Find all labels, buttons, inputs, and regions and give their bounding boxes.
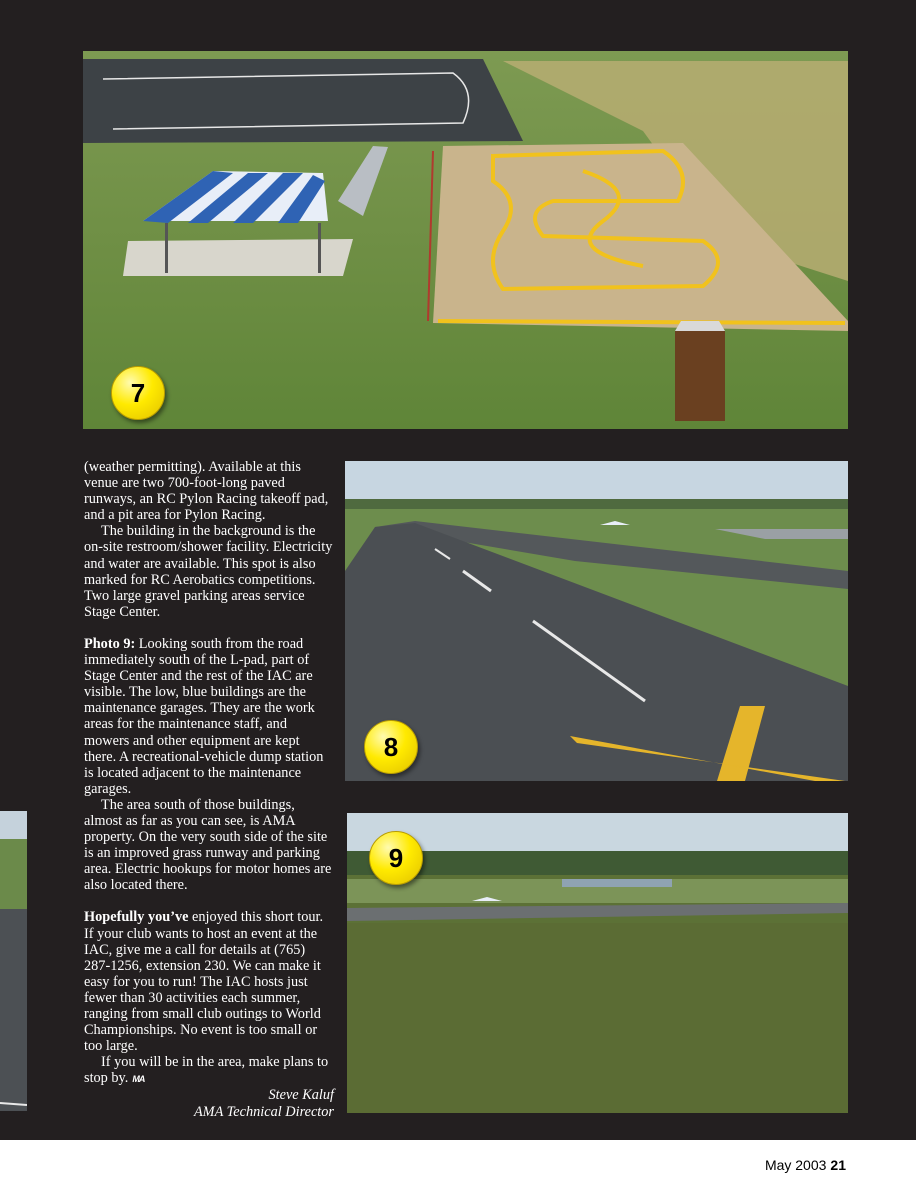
ma-end-mark-logo: MA — [132, 1074, 145, 1085]
article-paragraph: (weather permitting). Available at this venue are two 700-foot-long paved runways, an RC Pylon Racing takeoff pad, and a pit area for Pylon Racing. — [84, 459, 329, 524]
photo-7-racing-track — [83, 51, 848, 429]
article-paragraph-photo9 — [84, 636, 334, 797]
article-text-column — [84, 459, 334, 1120]
page-folio — [765, 1157, 846, 1173]
closing-lead: Hopefully you’ve — [84, 909, 189, 926]
article-paragraph: The building in the background is the on-site restroom/shower facility. Electricity and water are available. This spot is also marked for RC Aerobatics competitions. Two large gravel parking areas service Stage Center. — [84, 523, 333, 620]
author-title: AMA Technical Director — [193, 1103, 334, 1120]
article-paragraph-body: If you will be in the area, make plans to stop by. — [84, 1054, 329, 1087]
article-paragraph-body: Looking south from the road immediately south of the L-pad, part of Stage Center and the rest of the IAC are visible. The low, blue buildings are the maintenance garages. They are the work areas for the maintenance staff, and mowers and other equipment are kept there. A recreational-vehicle dump station is located adjacent to the maintenance garages. — [84, 635, 324, 797]
article-paragraph-final — [84, 1054, 334, 1087]
photo-9-number-badge: 9 — [369, 831, 423, 885]
folio-issue: May 2003 — [764, 1157, 827, 1173]
author-name: Steve Kaluf — [268, 1087, 334, 1104]
photo-caption-lead: Photo 9: — [84, 635, 136, 652]
folio-page-number: 21 — [830, 1157, 846, 1173]
photo-8-runway — [345, 461, 848, 781]
photo-8-number-badge: 8 — [364, 720, 418, 774]
photo-7-number-badge: 7 — [111, 366, 165, 420]
article-paragraph-closing — [84, 909, 334, 1054]
article-paragraph-body: enjoyed this short tour. If your club wants to host an event at the IAC, give me a call for details at (765) 287-1256, extension 230. We can make it easy for you to run! The IAC hosts just fewer than 30 activities each summer, ranging from small club outings to World Championships. No event is too small or too large. — [84, 909, 324, 1055]
adjacent-page-photo-edge — [0, 811, 27, 1111]
article-paragraph: The area south of those buildings, almost as far as you can see, is AMA property. On the very south side of the site is an improved grass runway and parking area. Electric hookups for motor homes are also located there. — [84, 796, 332, 894]
